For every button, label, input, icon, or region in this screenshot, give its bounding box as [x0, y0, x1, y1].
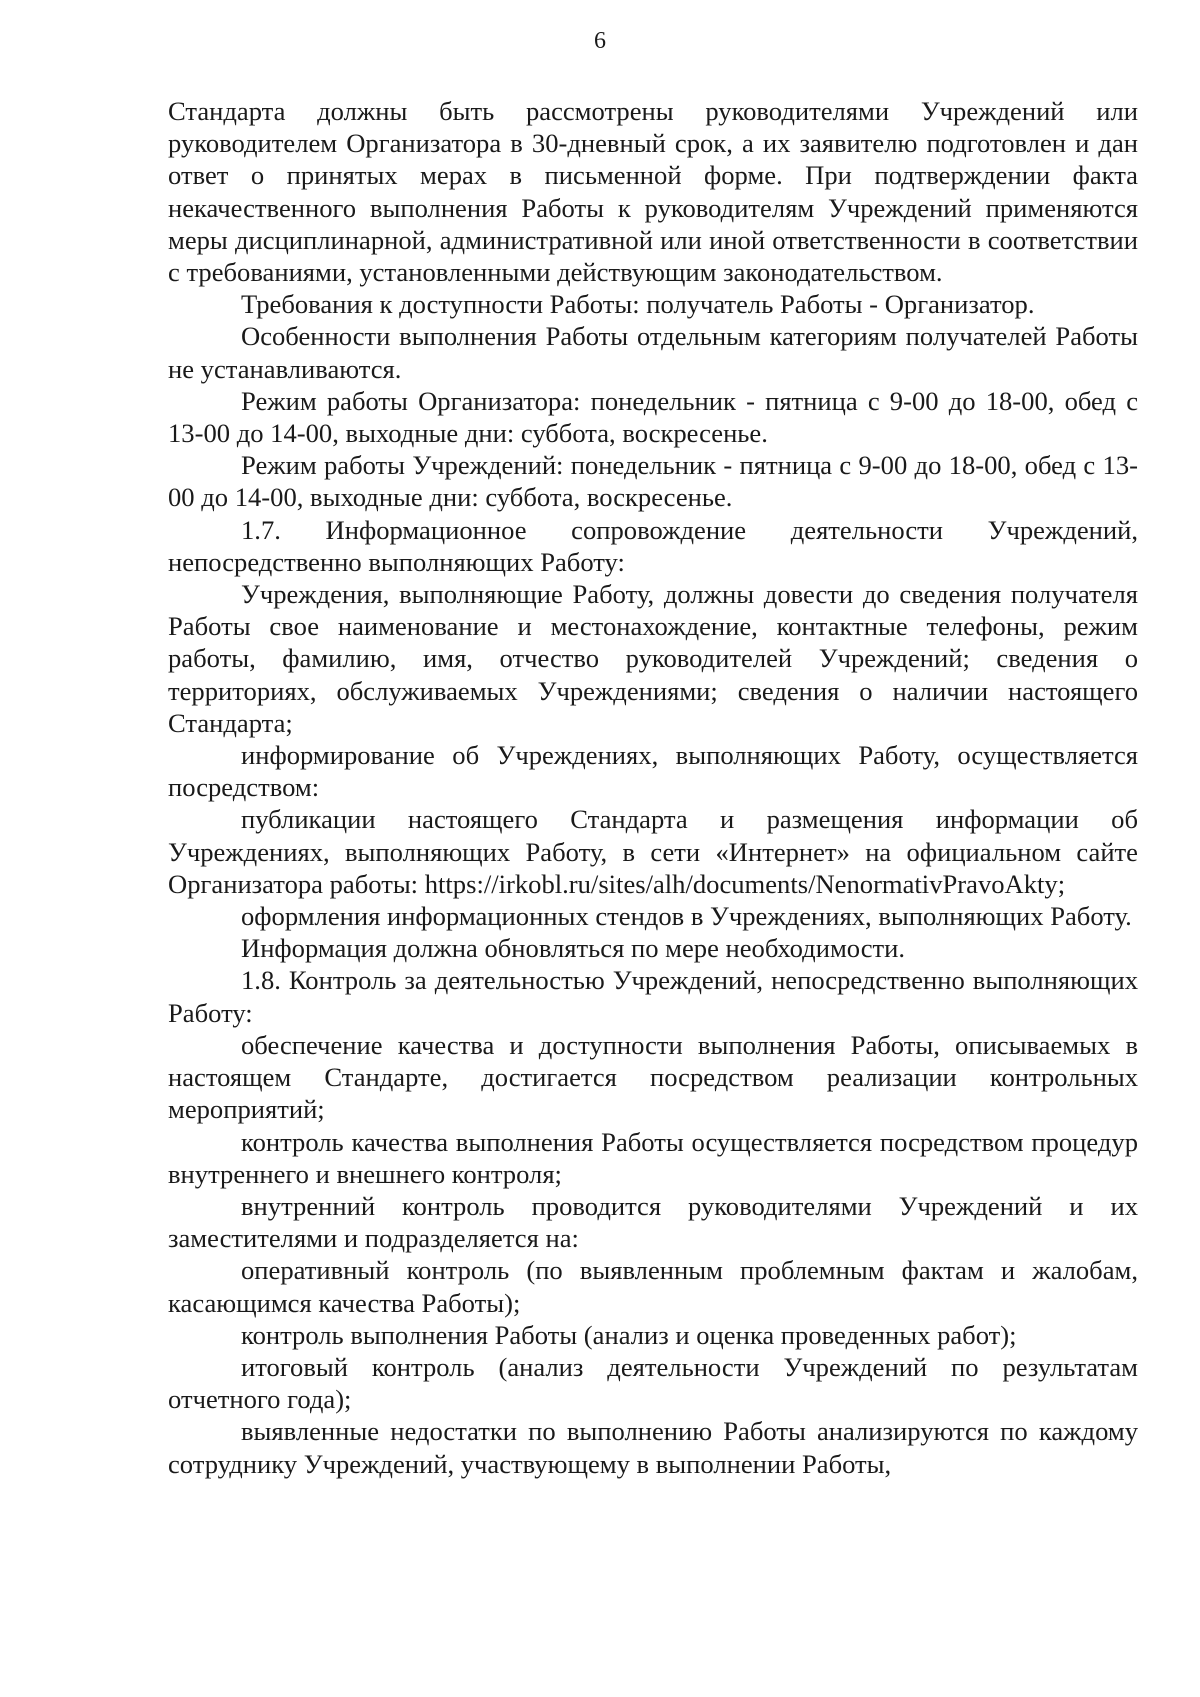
- paragraph: контроль выполнения Работы (анализ и оценка проведенных работ);: [241, 1319, 1017, 1350]
- paragraph: Информация должна обновляться по мере необходимости.: [241, 933, 906, 964]
- paragraph-with-url: публикации настоящего Стандарта и размещения информации об Учреждениях, выполняющих Работу, в сети «Интернет» на официальном сайте Организатора работы: https://irkobl.ru/sites/alh/documents/NenormativPravoAkty;: [168, 804, 1138, 899]
- paragraph: Учреждения, выполняющие Работу, должны довести до сведения получателя Работы свое наименование и местонахождение, контактные телефоны, режим работы, фамилию, имя, отчество руководителей Учреждений; сведения о территориях, обслуживаемых Учреждениями; сведения о наличии настоящего Стандарта;: [168, 579, 1138, 738]
- paragraph: выявленные недостатки по выполнению Работы анализируются по каждому сотруднику Учреждений, участвующему в выполнении Работы,: [168, 1416, 1138, 1479]
- section-heading-1-8: 1.8. Контроль за деятельностью Учреждений, непосредственно выполняющих Работу:: [168, 965, 1138, 1028]
- page-number: 6: [594, 28, 606, 54]
- paragraph: Режим работы Учреждений: понедельник - пятница с 9-00 до 18-00, обед с 13-00 до 14-00, выходные дни: суббота, воскресенье.: [168, 450, 1138, 513]
- paragraph: информирование об Учреждениях, выполняющих Работу, осуществляется посредством:: [168, 740, 1138, 803]
- section-heading-1-7: 1.7. Информационное сопровождение деятельности Учреждений, непосредственно выполняющих Работу:: [168, 514, 1138, 577]
- paragraph: Особенности выполнения Работы отдельным категориям получателей Работы не устанавливаются.: [168, 321, 1138, 384]
- paragraph: Требования к доступности Работы: получатель Работы - Организатор.: [241, 289, 1035, 320]
- paragraph: Режим работы Организатора: понедельник - пятница с 9-00 до 18-00, обед с 13-00 до 14-00, выходные дни: суббота, воскресенье.: [168, 385, 1138, 449]
- paragraph: оформления информационных стендов в Учреждениях, выполняющих Работу.: [241, 901, 1132, 932]
- paragraph: оперативный контроль (по выявленным проблемным фактам и жалобам, касающимся качества Работы);: [168, 1255, 1138, 1318]
- document-body: [168, 95, 1138, 1480]
- paragraph: обеспечение качества и доступности выполнения Работы, описываемых в настоящем Стандарте, достигается посредством реализации контрольных мероприятий;: [168, 1029, 1138, 1125]
- paragraph: контроль качества выполнения Работы осуществляется посредством процедур внутреннего и внешнего контроля;: [168, 1126, 1138, 1189]
- paragraph: итоговый контроль (анализ деятельности Учреждений по результатам отчетного года);: [168, 1351, 1138, 1415]
- paragraph: внутренний контроль проводится руководителями Учреждений и их заместителями и подразделяется на:: [168, 1190, 1138, 1254]
- paragraph: Стандарта должны быть рассмотрены руководителями Учреждений или руководителем Организатора в 30-дневный срок, а их заявителю подготовлен и дан ответ о принятых мерах в письменной форме. При подтверждении факта некачественного выполнения Работы к руководителям Учреждений применяются меры дисциплинарной, административной или иной ответственности в соответствии с требованиями, установленными действующим законодательством.: [168, 96, 1138, 288]
